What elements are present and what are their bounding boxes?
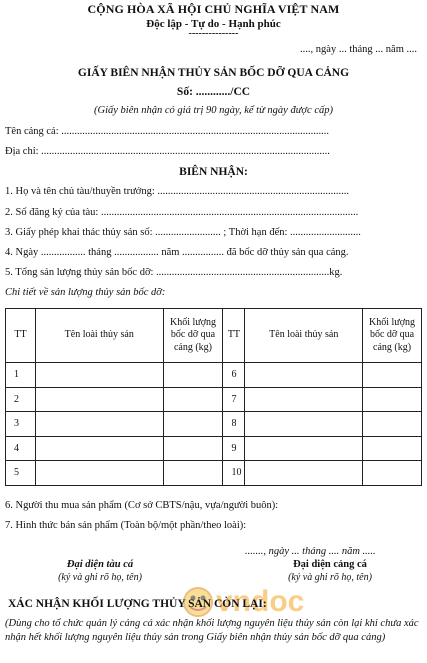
row-number: 6 xyxy=(223,363,245,388)
species-cell[interactable] xyxy=(245,461,363,486)
table-row xyxy=(6,461,422,486)
unload-date-field: 4. Ngày ................. tháng ................. năm ................ đã bốc dỡ thủy sản qua cảng. xyxy=(5,247,349,258)
species-cell[interactable] xyxy=(35,461,163,486)
species-cell[interactable] xyxy=(35,363,163,388)
species-cell[interactable] xyxy=(245,412,363,437)
owner-name-field: 1. Họ và tên chủ tàu/thuyền trưởng: ......................................................................... xyxy=(5,186,350,197)
buyer-field: 6. Người thu mua sản phẩm (Cơ sở CBTS/nậu, vựa/người buôn): xyxy=(5,500,279,511)
table-row xyxy=(6,436,422,461)
row-number: 9 xyxy=(223,436,245,461)
license-field: 3. Giấy phép khai thác thủy sản số: ......................... ; Thời hạn đến: ........................... xyxy=(5,227,361,238)
header-weight-left: Khối lượng bốc dỡ qua cảng (kg) xyxy=(163,309,223,363)
port-name-field: Tên cảng cá: ...................................................................................................... xyxy=(5,126,330,137)
header-species-left: Tên loài thủy sản xyxy=(35,309,163,363)
document-header xyxy=(0,2,427,38)
sale-type-field: 7. Hình thức bán sản phẩm (Toàn bộ/một phần/theo loài): xyxy=(5,520,247,531)
address-field: Địa chỉ: .............................................................................................................. xyxy=(5,146,330,157)
species-cell[interactable] xyxy=(35,412,163,437)
nation-title: CỘNG HÒA XÃ HỘI CHỦ NGHĨA VIỆT NAM xyxy=(87,2,340,16)
confirmation-heading: XÁC NHẬN KHỐI LƯỢNG THỦY SẢN CÒN LẠI: xyxy=(8,598,267,610)
row-number: 10 xyxy=(223,461,245,486)
table-row xyxy=(6,387,422,412)
species-cell[interactable] xyxy=(35,436,163,461)
total-output-field: 5. Tổng sản lượng thủy sản bốc dỡ: ..................................................................kg. xyxy=(5,267,343,278)
row-number: 5 xyxy=(6,461,36,486)
header-weight-right: Khối lượng bốc dỡ qua cảng (kg) xyxy=(363,309,422,363)
receipt-heading: BIÊN NHẬN: xyxy=(179,166,248,178)
registration-field: 2. Số đăng ký của tàu: .................................................................................................. xyxy=(5,207,359,218)
weight-cell[interactable] xyxy=(363,461,422,486)
watermark-text: vndoc xyxy=(216,585,305,618)
document-title: GIẤY BIÊN NHẬN THỦY SẢN BỐC DỠ QUA CẢNG xyxy=(77,67,350,79)
port-representative-note: (ký và ghi rõ họ, tên) xyxy=(288,572,372,583)
detail-label: Chi tiết về sản lượng thủy sản bốc dỡ: xyxy=(5,287,166,298)
row-number: 1 xyxy=(6,363,36,388)
date-line: ...., ngày ... tháng ... năm .... xyxy=(300,44,417,55)
document-number: Số: ............/CC xyxy=(176,86,251,98)
row-number: 3 xyxy=(6,412,36,437)
weight-cell[interactable] xyxy=(163,436,223,461)
species-cell[interactable] xyxy=(245,387,363,412)
header-species-right: Tên loài thủy sản xyxy=(245,309,363,363)
weight-cell[interactable] xyxy=(363,412,422,437)
table-row xyxy=(6,412,422,437)
weight-cell[interactable] xyxy=(163,412,223,437)
weight-cell[interactable] xyxy=(363,387,422,412)
validity-note: (Giấy biên nhận có giá trị 90 ngày, kể từ ngày được cấp) xyxy=(94,105,333,116)
species-cell[interactable] xyxy=(35,387,163,412)
header-tt-left: TT xyxy=(6,309,36,363)
port-representative-title: Đại diện cảng cá xyxy=(293,559,367,570)
signature-date: ......., ngày ... tháng .... năm ..... xyxy=(245,546,376,557)
weight-cell[interactable] xyxy=(163,461,223,486)
weight-cell[interactable] xyxy=(363,436,422,461)
table-row xyxy=(6,363,422,388)
motto: Độc lập - Tự do - Hạnh phúc xyxy=(146,18,281,30)
catch-table xyxy=(5,308,422,486)
header-tt-right: TT xyxy=(223,309,245,363)
species-cell[interactable] xyxy=(245,363,363,388)
weight-cell[interactable] xyxy=(363,363,422,388)
weight-cell[interactable] xyxy=(163,363,223,388)
row-number: 8 xyxy=(223,412,245,437)
row-number: 2 xyxy=(6,387,36,412)
confirmation-note: (Dùng cho tổ chức quản lý cảng cá xác nhận khối lượng nguyên liệu thủy sản còn lại khi chưa xác nhận hết khối lượng nguyên liệu thủy sản trong Giấy biên nhận thủy sản bốc dỡ qua cảng) xyxy=(5,618,419,643)
vessel-representative-note: (ký và ghi rõ họ, tên) xyxy=(58,572,142,583)
row-number: 7 xyxy=(223,387,245,412)
weight-cell[interactable] xyxy=(163,387,223,412)
table-header-row xyxy=(6,309,422,363)
vessel-representative-title: Đại diện tàu cá xyxy=(66,559,134,570)
row-number: 4 xyxy=(6,436,36,461)
species-cell[interactable] xyxy=(245,436,363,461)
motto-divider: --------------- xyxy=(188,28,239,39)
